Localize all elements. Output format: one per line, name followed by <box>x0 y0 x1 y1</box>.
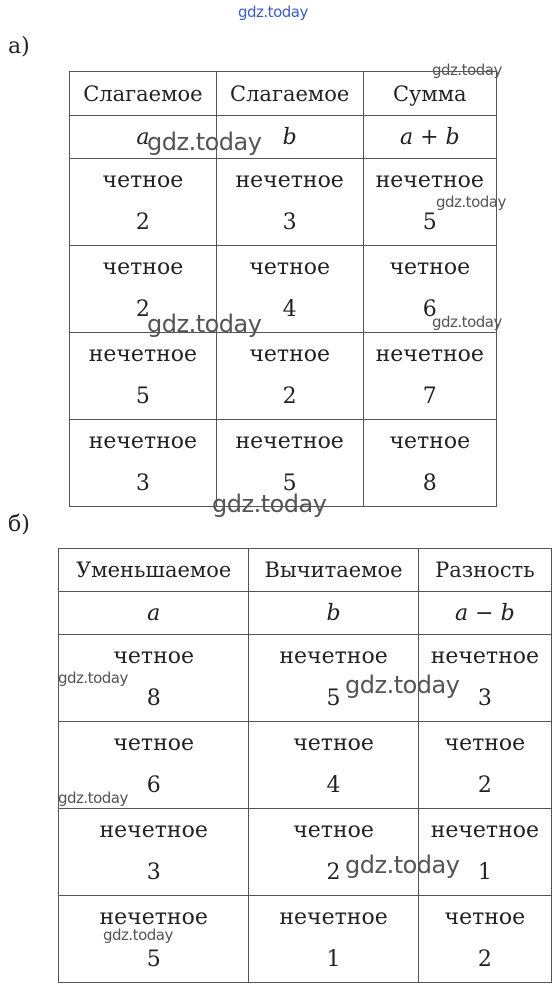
table-row <box>70 246 497 333</box>
watermark: gdz.today <box>58 669 128 687</box>
cell-value: 7 <box>422 384 437 409</box>
header-cell: Слагаемое <box>216 72 363 116</box>
cell-value: 1 <box>326 947 341 972</box>
cell-value: 5 <box>282 471 297 496</box>
table-row <box>59 896 552 983</box>
table-cell <box>363 420 496 507</box>
variable-cell: a + b <box>363 116 496 159</box>
table-cell <box>216 159 363 246</box>
table-cell <box>216 246 363 333</box>
parity-label: четное <box>444 905 526 930</box>
table-row <box>70 159 497 246</box>
cell-value: 2 <box>477 947 492 972</box>
cell-value: 5 <box>146 947 161 972</box>
header-cell: Сумма <box>363 72 496 116</box>
parity-label: четное <box>113 731 195 756</box>
header-cell: Разность <box>418 549 551 592</box>
parity-label: нечетное <box>235 429 344 454</box>
table-cell <box>70 159 217 246</box>
table-cell <box>59 809 249 896</box>
watermark: gdz.today <box>432 313 502 331</box>
watermark: gdz.today <box>345 851 460 879</box>
variable-cell: a − b <box>418 592 551 635</box>
parity-label: нечетное <box>375 168 484 193</box>
table-cell <box>216 333 363 420</box>
subtraction-table <box>58 548 552 983</box>
cell-value: 2 <box>135 210 150 235</box>
watermark: gdz.today <box>345 671 460 699</box>
header-cell: Уменьшаемое <box>59 549 249 592</box>
header-cell: Вычитаемое <box>249 549 418 592</box>
parity-label: четное <box>293 818 374 843</box>
parity-label: нечетное <box>99 905 208 930</box>
cell-value: 5 <box>135 384 150 409</box>
parity-label: четное <box>389 255 471 280</box>
cell-value: 8 <box>422 471 437 496</box>
parity-label: четное <box>249 255 330 280</box>
table-cell <box>418 635 551 722</box>
cell-value: 2 <box>135 297 150 322</box>
table-cell <box>70 246 217 333</box>
variable-cell: a <box>70 116 217 159</box>
cell-value: 2 <box>282 384 297 409</box>
table-cell <box>249 722 418 809</box>
watermark-top: gdz.today <box>238 3 308 21</box>
table-cell <box>249 809 418 896</box>
parity-label: нечетное <box>375 342 484 367</box>
parity-label: нечетное <box>235 168 344 193</box>
cell-value: 6 <box>422 297 437 322</box>
watermark: gdz.today <box>436 193 506 211</box>
variable-cell: b <box>249 592 418 635</box>
cell-value: 2 <box>326 860 341 885</box>
table-row <box>70 420 497 507</box>
table-row <box>59 809 552 896</box>
table-cell <box>363 333 496 420</box>
table-row <box>70 333 497 420</box>
table-cell <box>59 635 249 722</box>
part-b-label: б) <box>8 512 30 537</box>
table-cell <box>70 333 217 420</box>
parity-label: нечетное <box>88 342 198 367</box>
parity-label: четное <box>293 731 374 756</box>
watermark: gdz.today <box>432 61 502 79</box>
watermark: gdz.today <box>147 310 262 338</box>
cell-value: 1 <box>477 860 492 885</box>
parity-label: четное <box>444 731 526 756</box>
cell-value: 4 <box>326 773 341 798</box>
parity-label: четное <box>102 255 184 280</box>
table-cell <box>418 722 551 809</box>
table-cell <box>70 420 217 507</box>
watermark: gdz.today <box>103 926 173 944</box>
parity-label: нечетное <box>99 818 208 843</box>
watermark: gdz.today <box>212 490 327 518</box>
cell-value: 5 <box>422 210 437 235</box>
table-header-row <box>70 72 497 116</box>
part-a-label: а) <box>8 34 30 59</box>
table-row <box>59 722 552 809</box>
table-cell <box>59 896 249 983</box>
watermark: gdz.today <box>58 789 128 807</box>
table-cell <box>216 420 363 507</box>
parity-label: четное <box>113 644 195 669</box>
table-cell <box>418 896 551 983</box>
header-cell: Слагаемое <box>70 72 217 116</box>
cell-value: 2 <box>477 773 492 798</box>
table-cell <box>59 722 249 809</box>
cell-value: 8 <box>146 686 161 711</box>
cell-value: 3 <box>146 860 161 885</box>
cell-value: 6 <box>146 773 161 798</box>
table-row <box>59 635 552 722</box>
variables-row <box>59 592 552 635</box>
parity-label: нечетное <box>430 818 540 843</box>
cell-value: 3 <box>135 471 150 496</box>
parity-label: четное <box>249 342 330 367</box>
parity-label: нечетное <box>279 644 388 669</box>
addition-table <box>69 71 497 507</box>
variables-row <box>70 116 497 159</box>
cell-value: 3 <box>477 686 492 711</box>
variable-cell: b <box>216 116 363 159</box>
parity-label: нечетное <box>279 905 388 930</box>
parity-label: четное <box>389 429 471 454</box>
cell-value: 4 <box>282 297 297 322</box>
table-cell <box>363 246 496 333</box>
parity-label: нечетное <box>88 429 198 454</box>
cell-value: 5 <box>326 686 341 711</box>
table-cell <box>363 159 496 246</box>
table-cell <box>418 809 551 896</box>
variable-cell: a <box>59 592 249 635</box>
parity-label: нечетное <box>430 644 540 669</box>
parity-label: четное <box>102 168 184 193</box>
watermark: gdz.today <box>147 128 262 156</box>
table-header-row <box>59 549 552 592</box>
table-cell <box>249 635 418 722</box>
table-cell <box>249 896 418 983</box>
cell-value: 3 <box>282 210 297 235</box>
